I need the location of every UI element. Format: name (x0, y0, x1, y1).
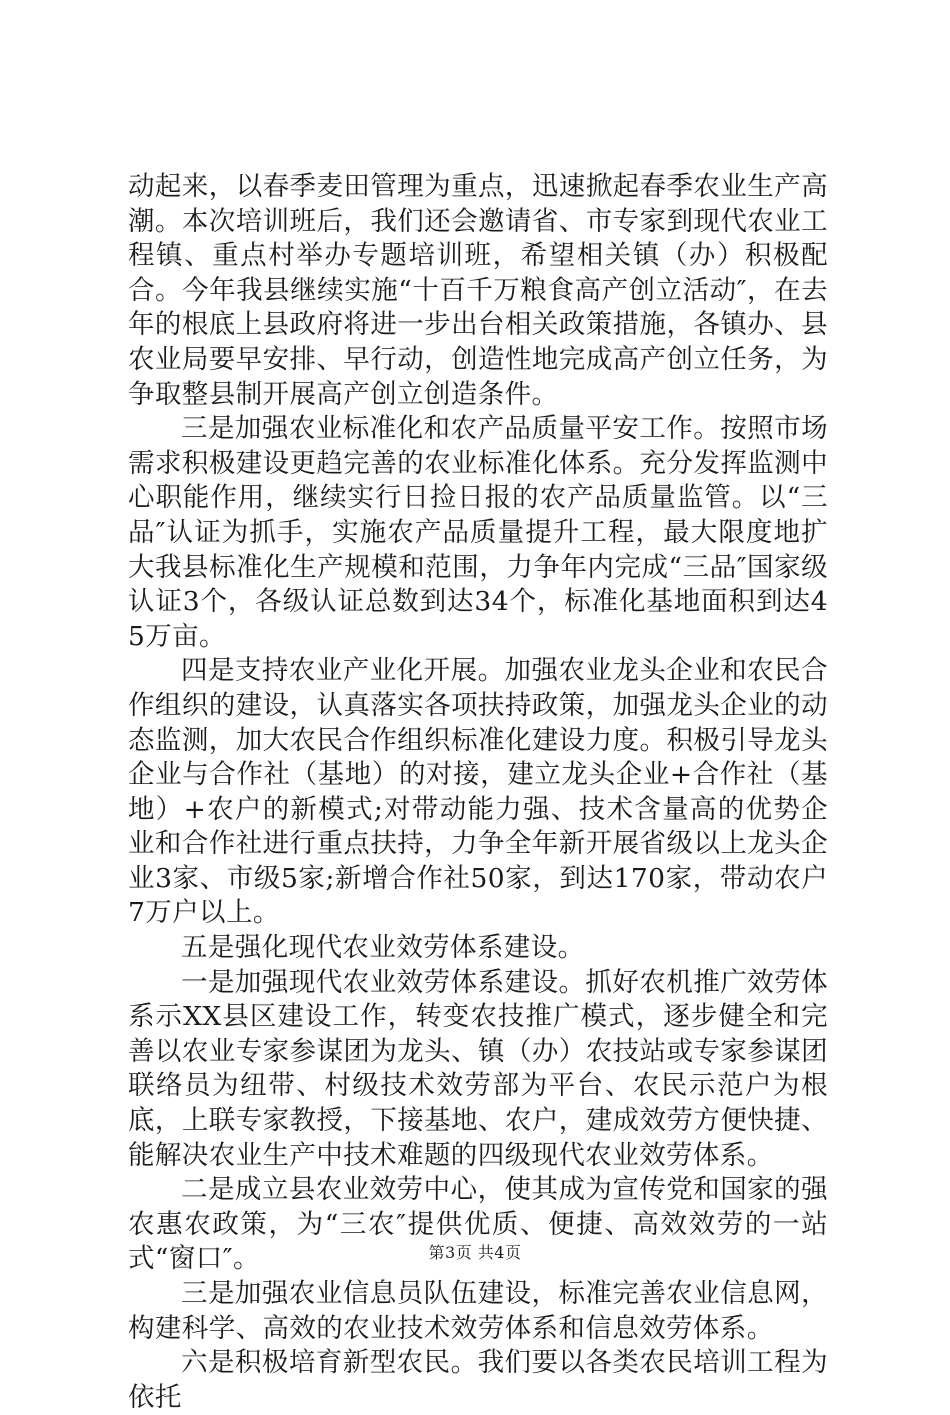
paragraph-continuation: 动起来，以春季麦田管理为重点，迅速掀起春季农业生产高潮。本次培训班后，我们还会邀请省、市专家到现代农业工程镇、重点村举办专题培训班，希望相关镇（办）积极配合。今年我县继续实施“十百千万粮食高产创立活动″，在去年的根底上县政府将进一步出台相关政策措施，各镇办、县农业局要早安排、早行动，创造性地完成高产创立任务，为争取整县制开展高产创立创造条件。 (128, 171, 828, 410)
paragraph-standardization: 三是加强农业标准化和农产品质量平安工作。按照市场需求积极建设更趋完善的农业标准化体系。充分发挥监测中心职能作用，继续实行日捡日报的农产品质量监管。以“三品″认证为抓手，实施农产品质量提升工程，最大限度地扩大我县标准化生产规模和范围，力争年内完成“三品″国家级认证3个，各级认证总数到达34个，标准化基地面积到达45万亩。 (128, 413, 828, 652)
paragraph-service-center: 二是成立县农业效劳中心，使其成为宣传党和国家的强农惠农政策，为“三农″提供优质、便捷、高效效劳的一站式“窗口″。 (128, 1174, 828, 1275)
document-body (128, 170, 828, 1415)
paragraph-information-staff: 三是加强农业信息员队伍建设，标准完善农业信息网，构建科学、高效的农业技术效劳体系和信息效劳体系。 (128, 1278, 828, 1344)
paragraph-new-farmers: 六是积极培育新型农民。我们要以各类农民培训工程为依托 (128, 1347, 828, 1413)
paragraph-service-system-one: 一是加强现代农业效劳体系建设。抓好农机推广效劳体系示XX县区建设工作，转变农技推广模式，逐步健全和完善以农业专家参谋团为龙头、镇（办）农技站或专家参谋团联络员为纽带、村级技术效劳部为平台、农民示范户为根底，上联专家教授，下接基地、农户，建成效劳方便快捷、能解决农业生产中技术难题的四级现代农业效劳体系。 (128, 966, 828, 1171)
paragraph-service-system-heading: 五是强化现代农业效劳体系建设。 (181, 932, 585, 964)
paragraph-industrialization: 四是支持农业产业化开展。加强农业龙头企业和农民合作组织的建设，认真落实各项扶持政策，加强龙头企业的动态监测，加大农民合作组织标准化建设力度。积极引导龙头企业与合作社（基地）的对接，建立龙头企业+合作社（基地）+农户的新模式;对带动能力强、技术含量高的优势企业和合作社进行重点扶持，力争全年新开展省级以上龙头企业3家、市级5家;新增合作社50家，到达170家，带动农户7万户以上。 (128, 655, 828, 929)
page-number-footer: 第3页 共4页 (428, 1243, 522, 1262)
